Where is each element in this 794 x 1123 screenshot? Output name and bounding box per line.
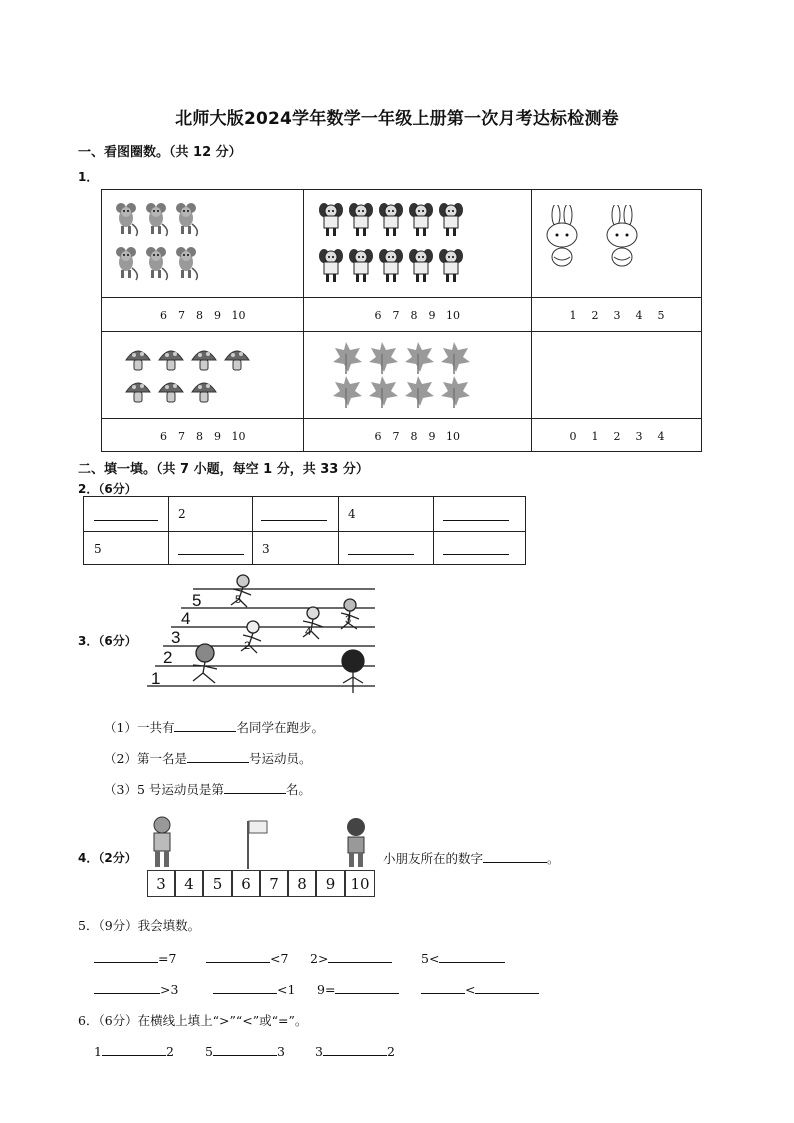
answer-blank[interactable] bbox=[187, 750, 249, 763]
q5-item: <1 bbox=[213, 981, 295, 997]
stair-number: 5 bbox=[192, 591, 202, 610]
cell-r1c4: 4 bbox=[348, 507, 356, 521]
option[interactable]: 6 bbox=[160, 430, 167, 443]
question-4-label: 4．（2分） bbox=[78, 851, 137, 865]
answer-blank[interactable] bbox=[224, 781, 286, 794]
answer-blank[interactable] bbox=[174, 719, 236, 732]
option[interactable]: 9 bbox=[428, 309, 436, 322]
cell-r2c3: 3 bbox=[262, 542, 270, 556]
option[interactable]: 9 bbox=[214, 309, 221, 322]
option[interactable]: 6 bbox=[160, 309, 167, 322]
blank-r1c3[interactable] bbox=[261, 520, 327, 521]
option[interactable]: 8 bbox=[410, 309, 418, 322]
option[interactable]: 8 bbox=[410, 430, 418, 443]
options-rabbits bbox=[531, 309, 703, 322]
question-1-label: 1． bbox=[78, 170, 99, 184]
option[interactable]: 2 bbox=[613, 430, 621, 443]
stair-number: 3 bbox=[171, 628, 181, 647]
option[interactable]: 1 bbox=[569, 309, 577, 322]
option[interactable]: 9 bbox=[214, 430, 221, 443]
section-1-heading: 一、看图圈数。（共 12 分） bbox=[78, 145, 242, 160]
number-box: 3 bbox=[147, 870, 175, 897]
q5-item: 5< bbox=[421, 950, 505, 966]
option[interactable]: 1 bbox=[591, 430, 599, 443]
option[interactable]: 3 bbox=[613, 309, 621, 322]
q3-sub-1: （1）一共有 名同学在跑步。 bbox=[104, 720, 324, 735]
option[interactable]: 6 bbox=[374, 309, 382, 322]
option[interactable]: 7 bbox=[392, 430, 400, 443]
answer-blank[interactable] bbox=[94, 981, 160, 994]
option[interactable]: 8 bbox=[196, 430, 203, 443]
number-box: 9 bbox=[316, 870, 345, 897]
blank-r1c1[interactable] bbox=[94, 520, 158, 521]
dogs-picture bbox=[318, 202, 478, 290]
option[interactable]: 2 bbox=[591, 309, 599, 322]
answer-blank[interactable] bbox=[213, 981, 277, 994]
option[interactable]: 10 bbox=[231, 430, 246, 443]
q6-item: 5 3 bbox=[205, 1044, 285, 1059]
counting-table bbox=[101, 189, 702, 452]
option[interactable]: 3 bbox=[635, 430, 643, 443]
answer-blank[interactable] bbox=[439, 950, 505, 963]
options-mushrooms bbox=[102, 430, 303, 443]
option[interactable]: 0 bbox=[569, 430, 577, 443]
option[interactable]: 10 bbox=[231, 309, 246, 322]
runner-number: 4 bbox=[305, 626, 312, 638]
mushrooms-picture bbox=[124, 342, 264, 410]
cell-r1c2: 2 bbox=[178, 507, 186, 521]
leaves-picture bbox=[330, 340, 480, 412]
option[interactable]: 5 bbox=[657, 309, 665, 322]
question-3-label: 3．（6分） bbox=[78, 634, 137, 648]
blank-r1c5[interactable] bbox=[443, 520, 509, 521]
q4-text: 小朋友所在的数字 。 bbox=[383, 851, 560, 866]
answer-blank[interactable] bbox=[328, 950, 392, 963]
answer-blank[interactable] bbox=[206, 950, 270, 963]
runner-number: 3 bbox=[345, 614, 352, 626]
stair-number: 2 bbox=[163, 648, 173, 667]
option[interactable]: 7 bbox=[178, 309, 185, 322]
q3-sub-3: （3）5 号运动员是第 名。 bbox=[104, 782, 311, 797]
q3-sub-2: （2）第一名是 号运动员。 bbox=[104, 751, 312, 766]
number-box: 5 bbox=[203, 870, 232, 897]
number-sequence-table bbox=[83, 496, 526, 565]
option[interactable]: 6 bbox=[374, 430, 382, 443]
q5-item: 9= bbox=[317, 981, 399, 997]
answer-blank[interactable] bbox=[335, 981, 399, 994]
number-box: 10 bbox=[345, 870, 375, 897]
answer-blank[interactable] bbox=[94, 950, 158, 963]
option[interactable]: 10 bbox=[446, 430, 460, 443]
option[interactable]: 4 bbox=[657, 430, 665, 443]
q6-item: 3 2 bbox=[315, 1044, 395, 1059]
option[interactable]: 9 bbox=[428, 430, 436, 443]
options-leaves bbox=[303, 430, 531, 443]
page-title: 北师大版2024学年数学一年级上册第一次月考达标检测卷 bbox=[175, 109, 619, 129]
blank-r2c4[interactable] bbox=[348, 554, 414, 555]
blank-r2c5[interactable] bbox=[443, 554, 509, 555]
question-6-label: 6．（6分）在横线上填上“>”“<”或“=”。 bbox=[78, 1013, 308, 1028]
option[interactable]: 8 bbox=[196, 309, 203, 322]
answer-blank[interactable] bbox=[483, 850, 547, 863]
q5-item: < bbox=[421, 981, 539, 997]
q5-item: >3 bbox=[94, 981, 178, 997]
answer-blank[interactable] bbox=[421, 981, 465, 994]
options-empty bbox=[531, 430, 703, 443]
q5-item: 2> bbox=[310, 950, 392, 966]
answer-blank[interactable] bbox=[323, 1043, 387, 1056]
option[interactable]: 7 bbox=[178, 430, 185, 443]
answer-blank[interactable] bbox=[213, 1043, 277, 1056]
blank-r2c2[interactable] bbox=[178, 554, 244, 555]
number-box: 7 bbox=[260, 870, 288, 897]
stair-number: 1 bbox=[151, 669, 161, 688]
section-2-heading: 二、填一填。（共 7 小题，每空 1 分，共 33 分） bbox=[78, 462, 369, 477]
option[interactable]: 4 bbox=[635, 309, 643, 322]
number-box: 8 bbox=[288, 870, 316, 897]
number-box: 4 bbox=[175, 870, 203, 897]
running-race-picture bbox=[145, 573, 380, 693]
q5-item: <7 bbox=[206, 950, 288, 966]
number-line-picture bbox=[140, 813, 380, 871]
runner-number: 5 bbox=[235, 594, 242, 606]
options-dogs bbox=[303, 309, 531, 322]
options-mice bbox=[102, 309, 303, 322]
runner-number: 2 bbox=[244, 640, 251, 652]
q5-item: =7 bbox=[94, 950, 176, 966]
option[interactable]: 7 bbox=[392, 309, 400, 322]
mice-picture bbox=[114, 200, 224, 290]
question-5-label: 5．（9分）我会填数。 bbox=[78, 918, 201, 933]
q6-item: 1 2 bbox=[94, 1044, 174, 1059]
answer-blank[interactable] bbox=[102, 1043, 166, 1056]
rabbits-picture bbox=[542, 205, 662, 285]
option[interactable]: 10 bbox=[446, 309, 460, 322]
cell-r2c1: 5 bbox=[94, 542, 102, 556]
stair-number: 4 bbox=[181, 609, 191, 628]
question-2-label: 2．（6分） bbox=[78, 482, 137, 496]
number-box: 6 bbox=[232, 870, 260, 897]
answer-blank[interactable] bbox=[475, 981, 539, 994]
